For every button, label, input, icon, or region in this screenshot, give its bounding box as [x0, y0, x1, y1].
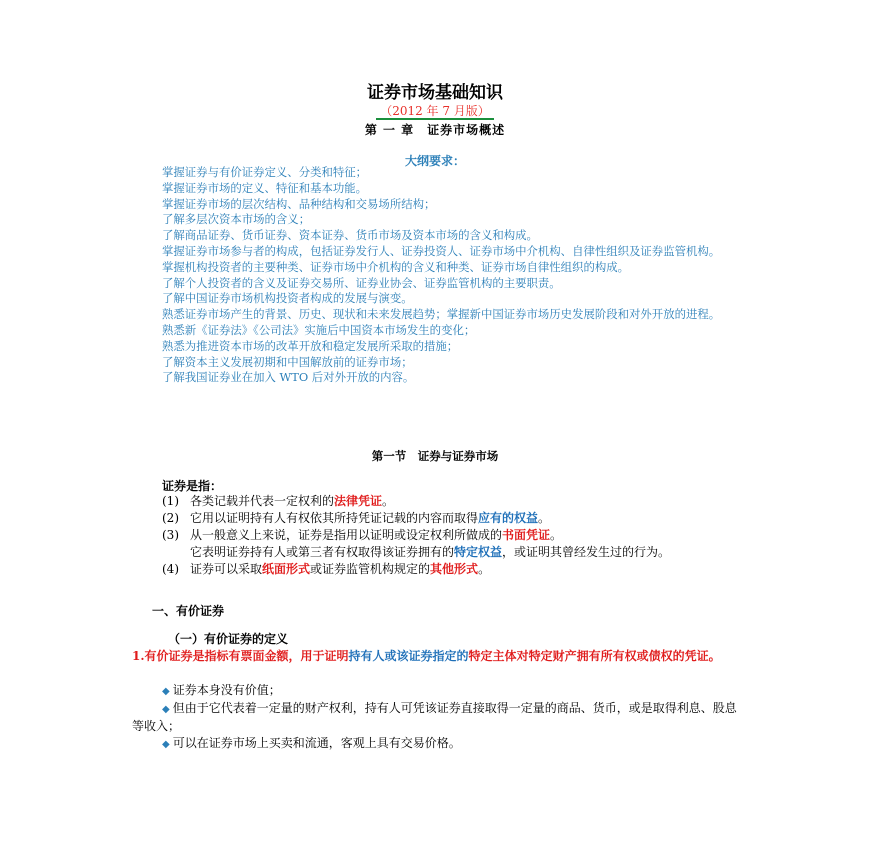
bullet-text: 但由于它代表着一定量的财产权利，持有人可凭该证券直接取得一定量的商品、货币，或是取得利息、股息等收入；	[132, 701, 737, 733]
item-number: (4)	[162, 562, 179, 576]
text-run: 从一般意义上来说，证券是指用以证明或设定权利所做成的	[190, 528, 503, 542]
bullet-text: 可以在证券市场上买卖和流通，客观上具有交易价格。	[172, 736, 461, 750]
text-run: 。	[538, 511, 551, 525]
outline-item: 了解中国证券市场机构投资者构成的发展与演变。	[162, 291, 413, 306]
item-text	[190, 527, 752, 544]
item-number: (2)	[162, 511, 179, 525]
section-title: 第一节 证券与证券市场	[371, 449, 499, 463]
text-run: 它表明证券持有人或第三者有权取得该证券拥有的	[190, 545, 455, 559]
heading-level-2: （一）有价证券的定义	[168, 632, 289, 646]
highlight-red: 法律凭证	[334, 494, 383, 508]
outline-item: 了解个人投资者的含义及证券交易所、证券业协会、证券监管机构的主要职责。	[162, 275, 561, 290]
text-run-red: 1.有价证券是指标有票面金额，用于证明	[132, 649, 349, 663]
outline-item: 熟悉新《证券法》《公司法》实施后中国资本市场发生的变化；	[162, 322, 476, 337]
list-item	[162, 527, 752, 544]
outline-list	[132, 165, 740, 386]
outline-item: 熟悉证券市场产生的背景、历史、现状和未来发展趋势；掌握新中国证券市场历史发展阶段和对外开放的进程。	[162, 307, 721, 322]
diamond-icon: ◆	[162, 739, 170, 750]
text-run: ，或证明其曾经发生过的行为。	[502, 545, 671, 559]
bullet-list	[132, 682, 744, 753]
text-run-red: 特定主体	[468, 649, 517, 663]
outline-item: 了解我国证券业在加入 WTO 后对外开放的内容。	[162, 370, 415, 385]
text-run: 或证券监管机构规定的	[310, 562, 431, 576]
text-run-blue: 持有人或该证券指定的	[348, 649, 469, 663]
bullet-item	[132, 700, 744, 735]
outline-item: 掌握证券市场参与者的构成，包括证券发行人、证券投资人、证券市场中介机构、自律性组织及证券监管机构。	[162, 243, 721, 258]
list-item	[162, 561, 752, 578]
chapter-title: 第 一 章 证券市场概述	[364, 123, 506, 137]
outline-item: 掌握机构投资者的主要种类、证券市场中介机构的含义和种类、证券市场自律性组织的构成。	[162, 259, 630, 274]
outline-item: 掌握证券市场的定义、特征和基本功能。	[162, 180, 368, 195]
bullet-item	[132, 735, 744, 753]
outline-item: 了解商品证券、货币证券、资本证券、货币市场及资本市场的含义和构成。	[162, 228, 538, 243]
text-run: 。	[550, 528, 563, 542]
item-text	[190, 561, 752, 578]
text-run: 。	[382, 494, 395, 508]
item-text	[190, 493, 752, 510]
list-item	[162, 493, 752, 510]
outline-item: 掌握证券市场的层次结构、品种结构和交易场所结构；	[162, 196, 436, 211]
heading-level-1: 一、有价证券	[152, 604, 225, 618]
definition-list	[162, 493, 752, 578]
item-number: (3)	[162, 528, 179, 542]
outline-heading: 大纲要求：	[404, 154, 465, 168]
outline-item: 熟悉为推进资本市场的改革开放和稳定发展所采取的措施；	[162, 338, 459, 353]
highlight-red: 书面凭证	[502, 528, 551, 542]
definition-heading: 证券是指：	[162, 479, 223, 493]
bullet-text: 证券本身没有价值；	[172, 683, 281, 697]
highlight-red: 其他形式	[430, 562, 479, 576]
diamond-icon: ◆	[162, 704, 170, 715]
definition-paragraph	[132, 648, 742, 665]
edition-label	[0, 102, 870, 119]
outline-item: 了解资本主义发展初期和中国解放前的证券市场；	[162, 354, 413, 369]
list-item-continuation	[162, 544, 752, 561]
outline-item: 了解多层次资本市场的含义；	[162, 212, 311, 227]
edition-text: （2012 年 7 月版）	[376, 104, 494, 120]
item-text	[190, 510, 752, 527]
text-run: 。	[478, 562, 491, 576]
text-run: 证券可以采取	[190, 562, 263, 576]
list-item	[162, 510, 752, 527]
highlight-blue: 特定权益	[454, 545, 503, 559]
doc-title: 证券市场基础知识	[367, 83, 503, 103]
outline-item: 掌握证券与有价证券定义、分类和特征；	[162, 165, 368, 179]
bullet-item	[132, 682, 744, 700]
item-number: (1)	[162, 494, 179, 508]
text-run: 它用以证明持有人有权依其所持凭证记载的内容而取得	[190, 511, 479, 525]
text-run-red: 对特定财产拥有所有权或债权的凭证。	[516, 649, 721, 663]
highlight-blue: 应有的权益	[478, 511, 539, 525]
text-run: 各类记载并代表一定权利的	[190, 494, 335, 508]
diamond-icon: ◆	[162, 686, 170, 697]
highlight-red: 纸面形式	[262, 562, 311, 576]
